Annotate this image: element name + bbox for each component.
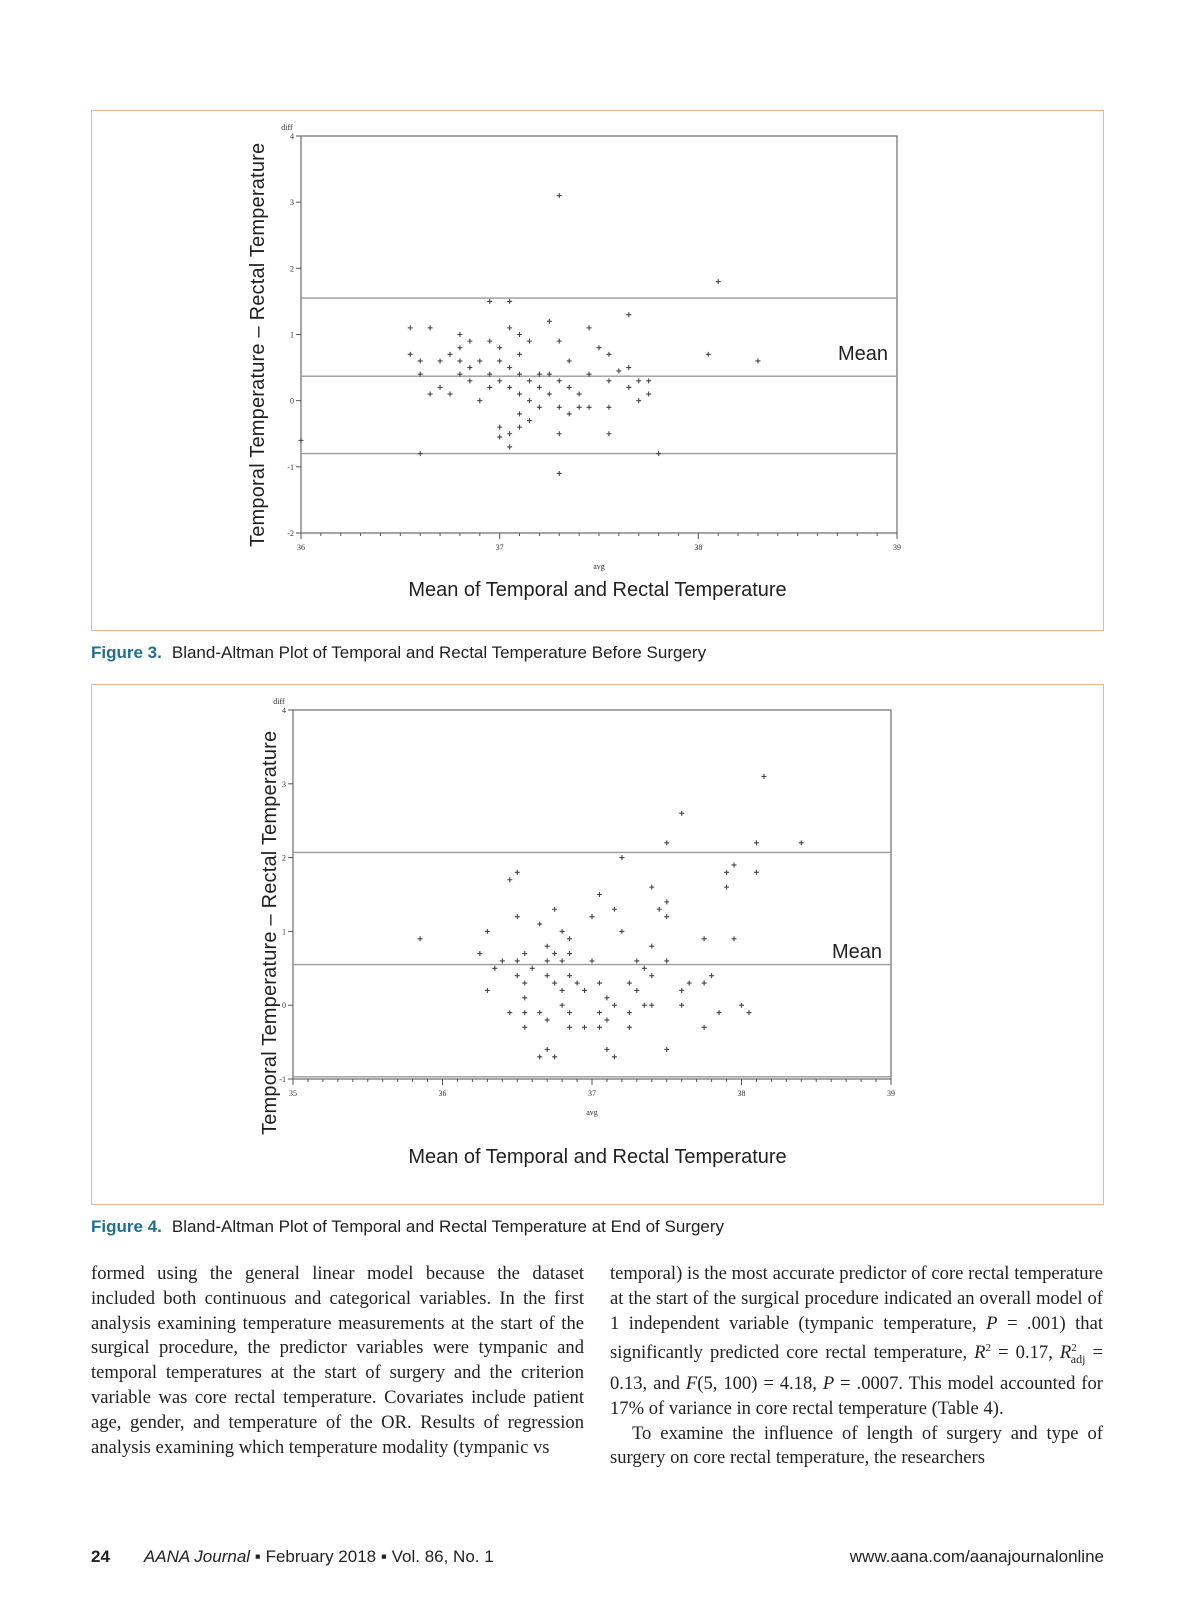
data-point [656,451,661,456]
figure-4-caption-number: Figure 4. [91,1217,162,1236]
issue-volume: Vol. 86, No. 1 [391,1547,494,1566]
figure-4 [91,684,1104,1205]
data-point [616,368,621,373]
data-point [560,988,565,993]
page-footer [91,1547,1104,1567]
data-point [604,995,609,1000]
plot-frame [301,136,897,533]
data-point [522,1010,527,1015]
data-point [448,392,453,397]
figure-4-mean-label: Mean [832,941,883,963]
data-point [754,870,759,875]
data-point [636,398,641,403]
y-tick-label: 4 [290,132,294,141]
x-tick-label: 39 [887,1089,895,1098]
data-point [567,358,572,363]
text-run: temporal) is the most accurate predictor of core rectal temperature at the start of the surgical procedure indicated an overall model of 1 independent variable (tympanic temperature, [610,1263,1103,1334]
data-point [527,339,532,344]
text-run: adj [1070,1352,1086,1367]
data-point [477,398,482,403]
y-tick-label: -1 [287,462,294,472]
data-point [545,973,550,978]
data-point [642,1003,647,1008]
y-tick-label: 0 [290,396,294,406]
data-point [517,411,522,416]
data-point [527,398,532,403]
data-point [515,958,520,963]
data-point [754,840,759,845]
data-point [702,1025,707,1030]
data-point [497,345,502,350]
data-point [527,378,532,383]
data-point [547,392,552,397]
y-tick-label: 4 [282,706,286,715]
y-tick-label: -2 [287,529,294,538]
data-point [606,405,611,410]
data-point [557,431,562,436]
text-run: F [685,1373,698,1395]
data-point [702,936,707,941]
data-point [438,385,443,390]
data-point [457,332,462,337]
text-run: 2 [1071,1342,1077,1355]
data-point [626,312,631,317]
data-point [612,1054,617,1059]
data-point [567,973,572,978]
data-point [487,385,492,390]
data-point [567,1025,572,1030]
data-point [664,914,669,919]
data-point [515,870,520,875]
data-point [646,392,651,397]
footer-separator: ▪ [250,1547,266,1566]
data-point [560,929,565,934]
data-point [557,193,562,198]
data-point [500,958,505,963]
figure-3-chart [92,111,1105,632]
data-point [507,431,512,436]
text-run: P [822,1373,835,1395]
data-point [457,345,462,350]
data-point [716,279,721,284]
figure-4-chart [92,685,1105,1206]
data-point [438,358,443,363]
data-point [485,929,490,934]
data-point [299,438,304,443]
data-point [627,981,632,986]
footer-separator: ▪ [376,1547,392,1566]
data-point [467,365,472,370]
data-point [487,299,492,304]
x-tick-label: 39 [893,543,901,552]
data-point [567,411,572,416]
data-point [597,892,602,897]
data-point [799,840,804,845]
data-point [477,951,482,956]
x-tick-label: 36 [438,1089,447,1098]
data-point [590,958,595,963]
data-point [597,1010,602,1015]
data-point [761,774,766,779]
data-point [634,988,639,993]
data-point [606,378,611,383]
data-point [657,907,662,912]
data-point [664,899,669,904]
data-point [649,1003,654,1008]
data-point [567,951,572,956]
data-point [527,418,532,423]
data-point [642,966,647,971]
text-run: 2 [985,1342,992,1355]
data-point [557,471,562,476]
data-point [408,352,413,357]
data-point [477,358,482,363]
data-point [560,958,565,963]
x-tick-label: 37 [588,1089,596,1098]
plot-frame [293,710,891,1079]
data-point [679,811,684,816]
data-point [557,339,562,344]
figure-3-caption-number: Figure 3. [91,643,162,662]
body-paragraph [610,1262,1103,1422]
data-point [755,358,760,363]
data-point [492,966,497,971]
data-point [577,405,582,410]
data-point [590,914,595,919]
data-point [560,1003,565,1008]
data-point [537,1054,542,1059]
data-point [604,1017,609,1022]
x-tick-label: 38 [694,543,703,552]
x-tick-label: 37 [495,543,504,552]
x-tick-label: 38 [737,1089,746,1098]
figure-4-caption-text: Bland-Altman Plot of Temporal and Rectal Temperature at End of Surgery [171,1217,725,1236]
y-tick-label: 2 [290,264,294,274]
x-axis-short-label: avg [593,562,605,571]
data-point [467,378,472,383]
data-point [522,981,527,986]
figure-3-caption-text: Bland-Altman Plot of Temporal and Rectal Temperature Before Surgery [171,643,707,662]
data-point [485,988,490,993]
y-tick-label: 0 [282,1001,286,1011]
text-run: P [986,1312,998,1334]
data-point [537,1010,542,1015]
data-point [507,299,512,304]
body-paragraph: To examine the influence of length of surgery and type of surgery on core rectal temperature, the researchers [610,1422,1103,1469]
data-point [575,981,580,986]
data-point [530,966,535,971]
x-tick-label: 36 [297,543,305,552]
text-run: = .0007. This model accounted for 17% of variance in core rectal temperature (Table 4). [610,1373,1103,1419]
data-point [567,1010,572,1015]
data-point [517,425,522,430]
data-point [567,385,572,390]
figure-4-x-axis-label: Mean of Temporal and Rectal Temperature [408,1146,787,1168]
data-point [724,885,729,890]
data-point [418,936,423,941]
figure-4-y-axis-label: Temporal Temperature – Rectal Temperature [259,730,281,1135]
data-point [545,1047,550,1052]
data-point [497,425,502,430]
y-axis-short-label: diff [273,697,285,706]
data-point [507,365,512,370]
data-point [418,358,423,363]
text-run: = .001) that significantly predicted core rectal temperature, [610,1312,1103,1364]
y-tick-label: -1 [279,1075,286,1084]
data-point [706,352,711,357]
data-point [606,431,611,436]
data-point [497,378,502,383]
data-point [545,958,550,963]
data-point [582,1025,587,1030]
data-point [724,870,729,875]
data-point [664,1047,669,1052]
data-point [557,405,562,410]
data-point [746,1010,751,1015]
data-point [467,339,472,344]
data-point [649,885,654,890]
data-point [597,981,602,986]
data-point [552,981,557,986]
data-point [557,378,562,383]
data-point [636,378,641,383]
data-point [739,1003,744,1008]
data-point [507,877,512,882]
data-point [515,973,520,978]
journal-url: www.aana.com/aanajournalonline [849,1547,1104,1566]
data-point [507,385,512,390]
y-tick-label: 2 [282,853,286,863]
data-point [587,405,592,410]
data-point [545,1017,550,1022]
data-point [732,936,737,941]
y-tick-label: 1 [290,330,294,340]
data-point [709,973,714,978]
data-point [515,914,520,919]
figure-4-caption [91,1217,724,1237]
data-point [418,451,423,456]
data-point [428,392,433,397]
data-point [507,325,512,330]
data-point [649,973,654,978]
data-point [649,944,654,949]
data-point [552,907,557,912]
data-point [428,325,433,330]
data-point [547,319,552,324]
data-point [522,1025,527,1030]
data-point [552,1054,557,1059]
text-run: R [1059,1342,1072,1364]
data-point [545,944,550,949]
data-point [606,352,611,357]
y-tick-label: 3 [290,198,294,208]
data-point [627,1010,632,1015]
page-number: 24 [91,1547,110,1566]
data-point [567,936,572,941]
data-point [627,1025,632,1030]
data-point [587,325,592,330]
data-point [577,392,582,397]
data-point [497,358,502,363]
data-point [679,988,684,993]
data-point [619,929,624,934]
data-point [487,339,492,344]
data-point [517,332,522,337]
issue-date: February 2018 [265,1547,377,1566]
journal-name: AANA Journal [143,1547,251,1566]
data-point [537,922,542,927]
data-point [582,988,587,993]
body-column-left [91,1262,584,1460]
data-point [664,958,669,963]
data-point [664,840,669,845]
data-point [507,444,512,449]
body-paragraph: formed using the general linear model because the dataset included both continuous and categorical variables. In the first analysis examining temperature measurements at the start of the surgical procedure, the predictor variables were tympanic and temporal temperatures at the start of surgery and the criterion variable was core rectal temperature. Covariates include patient age, gender, and temperature of the OR. Results of regression analysis examining which temperature modality (tympanic vs [91,1263,584,1458]
data-point [634,958,639,963]
figure-3-y-axis-label: Temporal Temperature – Rectal Temperature [247,142,269,547]
data-point [702,981,707,986]
data-point [604,1047,609,1052]
data-point [537,385,542,390]
text-run: = 0.17, [991,1342,1060,1364]
data-point [522,951,527,956]
data-point [448,352,453,357]
data-point [517,392,522,397]
data-point [732,862,737,867]
text-run: (5, 100) = 4.18, [697,1373,823,1395]
x-tick-label: 35 [289,1089,297,1098]
text-run: = 0.13, and [610,1342,1103,1395]
x-axis-short-label: avg [586,1108,598,1117]
data-point [612,1003,617,1008]
figure-3 [91,110,1104,631]
data-point [537,405,542,410]
data-point [687,981,692,986]
figure-3-caption [91,643,706,663]
data-point [408,325,413,330]
data-point [517,352,522,357]
data-point [552,951,557,956]
data-point [597,1025,602,1030]
data-point [626,385,631,390]
y-tick-label: 3 [282,779,286,789]
data-point [597,345,602,350]
body-column-right [610,1262,1103,1471]
data-point [507,1010,512,1015]
text-run: R [974,1342,986,1364]
y-tick-label: 1 [282,927,286,937]
data-point [497,435,502,440]
data-point [522,995,527,1000]
figure-3-mean-label: Mean [838,343,889,365]
data-point [717,1010,722,1015]
data-point [457,358,462,363]
data-point [646,378,651,383]
figure-3-x-axis-label: Mean of Temporal and Rectal Temperature [408,579,787,601]
data-point [626,365,631,370]
data-point [619,855,624,860]
data-point [612,907,617,912]
y-axis-short-label: diff [281,123,293,132]
data-point [679,1003,684,1008]
